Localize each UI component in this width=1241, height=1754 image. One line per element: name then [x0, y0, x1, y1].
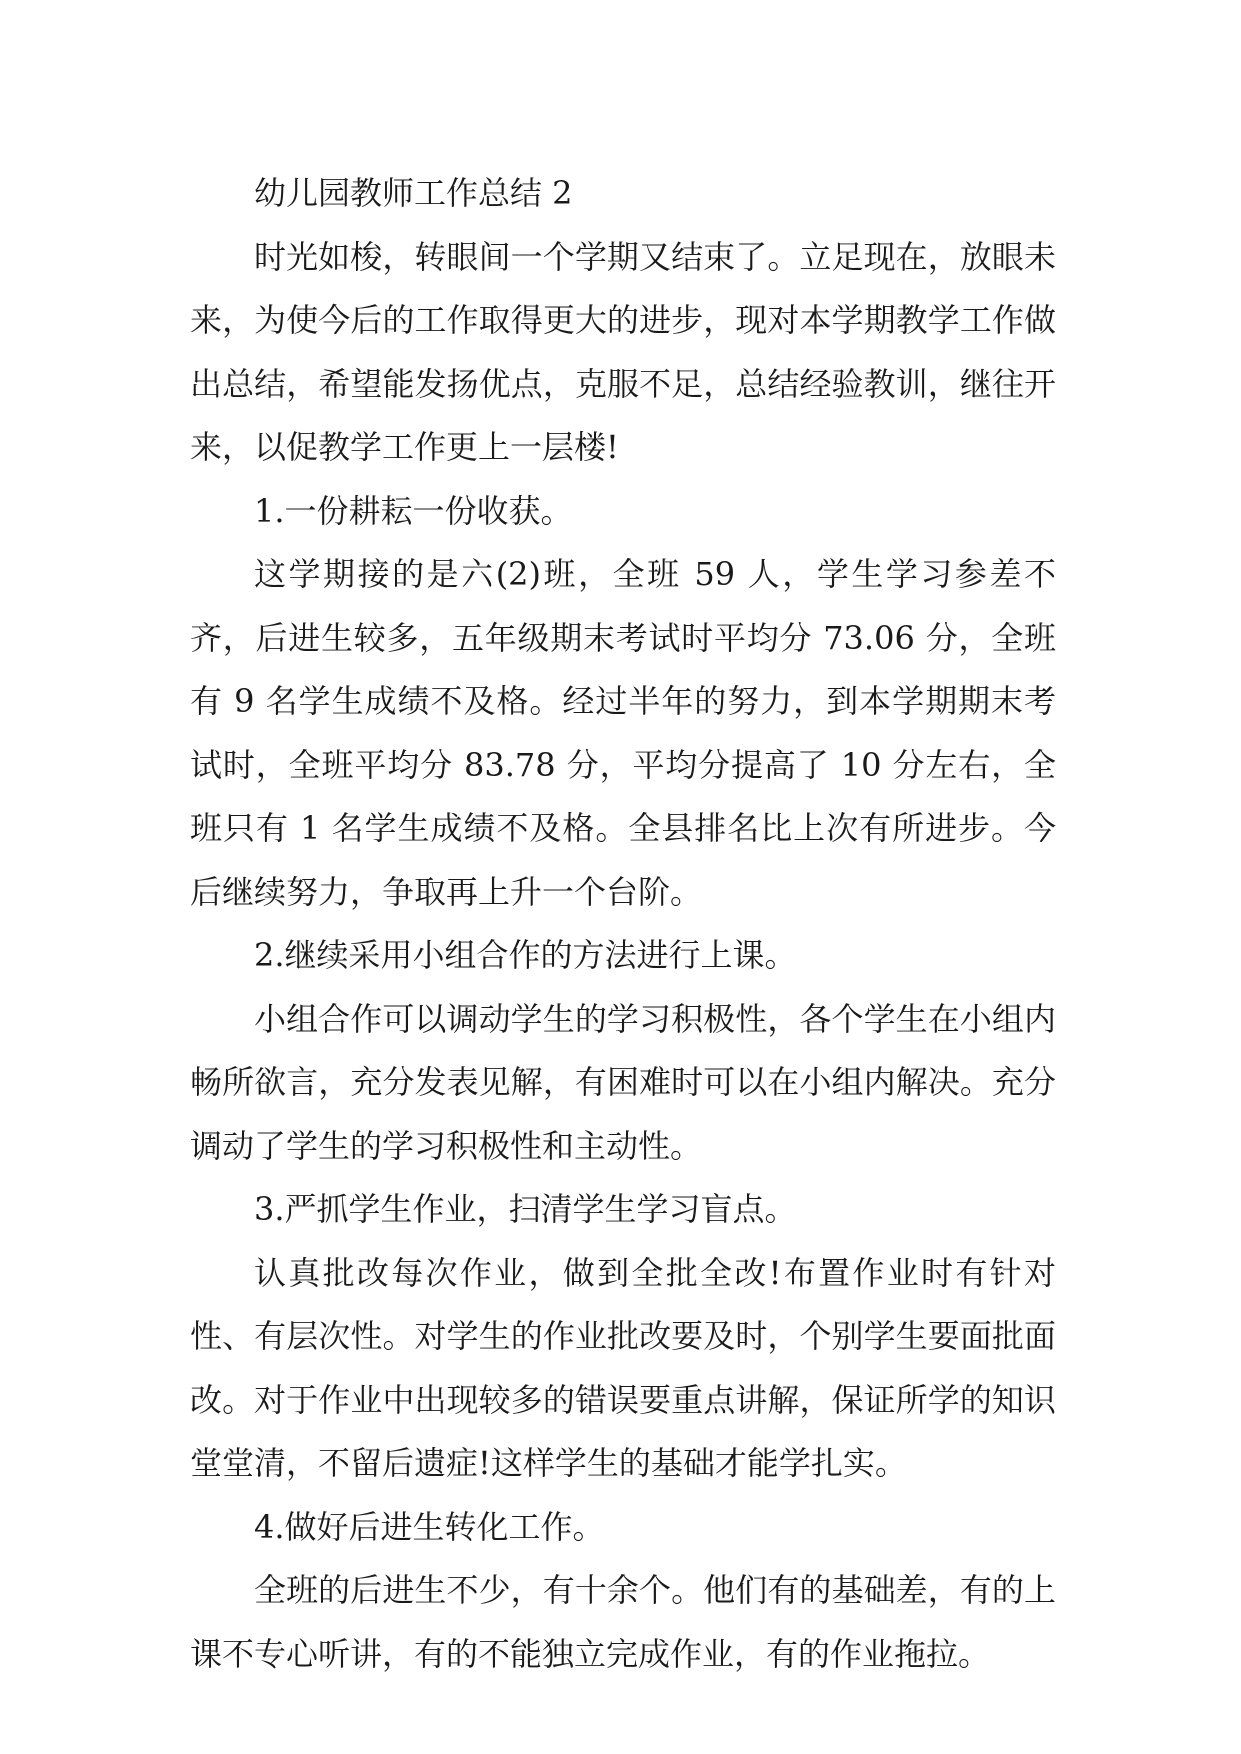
heading-3: 3.严抓学生作业，扫清学生学习盲点。 [254, 1190, 797, 1228]
heading-1: 1.一份耕耘一份收获。 [254, 491, 573, 530]
paragraph-3: 认真批改每次作业，做到全批全改!布置作业时有针对性、有层次性。对学生的作业批改要及时，个别学生要面批面改。对于作业中出现较多的错误要重点讲解，保证所学的知识堂堂清，不留后遗症!这样学生的基础才能学扎实。 [190, 1253, 1056, 1482]
paragraph-1: 这学期接的是六(2)班，全班 59 人，学生学习参差不齐，后进生较多，五年级期末考试时平均分 73.06 分，全班有 9 名学生成绩不及格。经过半年的努力，到本学期期末考试时，全班平均分 83.78 分，平均分提高了 10 分左右，全班只有 1 名学生成绩不及格。全县排名比上次有所进步。今后继续努力，争取再上升一个台阶。 [190, 555, 1056, 911]
paragraph-intro: 时光如梭，转眼间一个学期又结束了。立足现在，放眼未来，为使今后的工作取得更大的进步，现对本学期教学工作做出总结，希望能发扬优点，克服不足，总结经验教训，继往开来，以促教学工作更上一层楼! [190, 237, 1056, 466]
paragraph-2: 小组合作可以调动学生的学习积极性，各个学生在小组内畅所欲言，充分发表见解，有困难时可以在小组内解决。充分调动了学生的学习积极性和主动性。 [190, 999, 1056, 1165]
heading-2: 2.继续采用小组合作的方法进行上课。 [254, 936, 797, 974]
paragraph-4: 全班的后进生不少，有十余个。他们有的基础差，有的上课不专心听讲，有的不能独立完成作业，有的作业拖拉。 [190, 1571, 1056, 1673]
document-body [190, 162, 1056, 1686]
heading-4: 4.做好后进生转化工作。 [254, 1507, 605, 1546]
document-title: 幼儿园教师工作总结 2 [254, 174, 573, 212]
